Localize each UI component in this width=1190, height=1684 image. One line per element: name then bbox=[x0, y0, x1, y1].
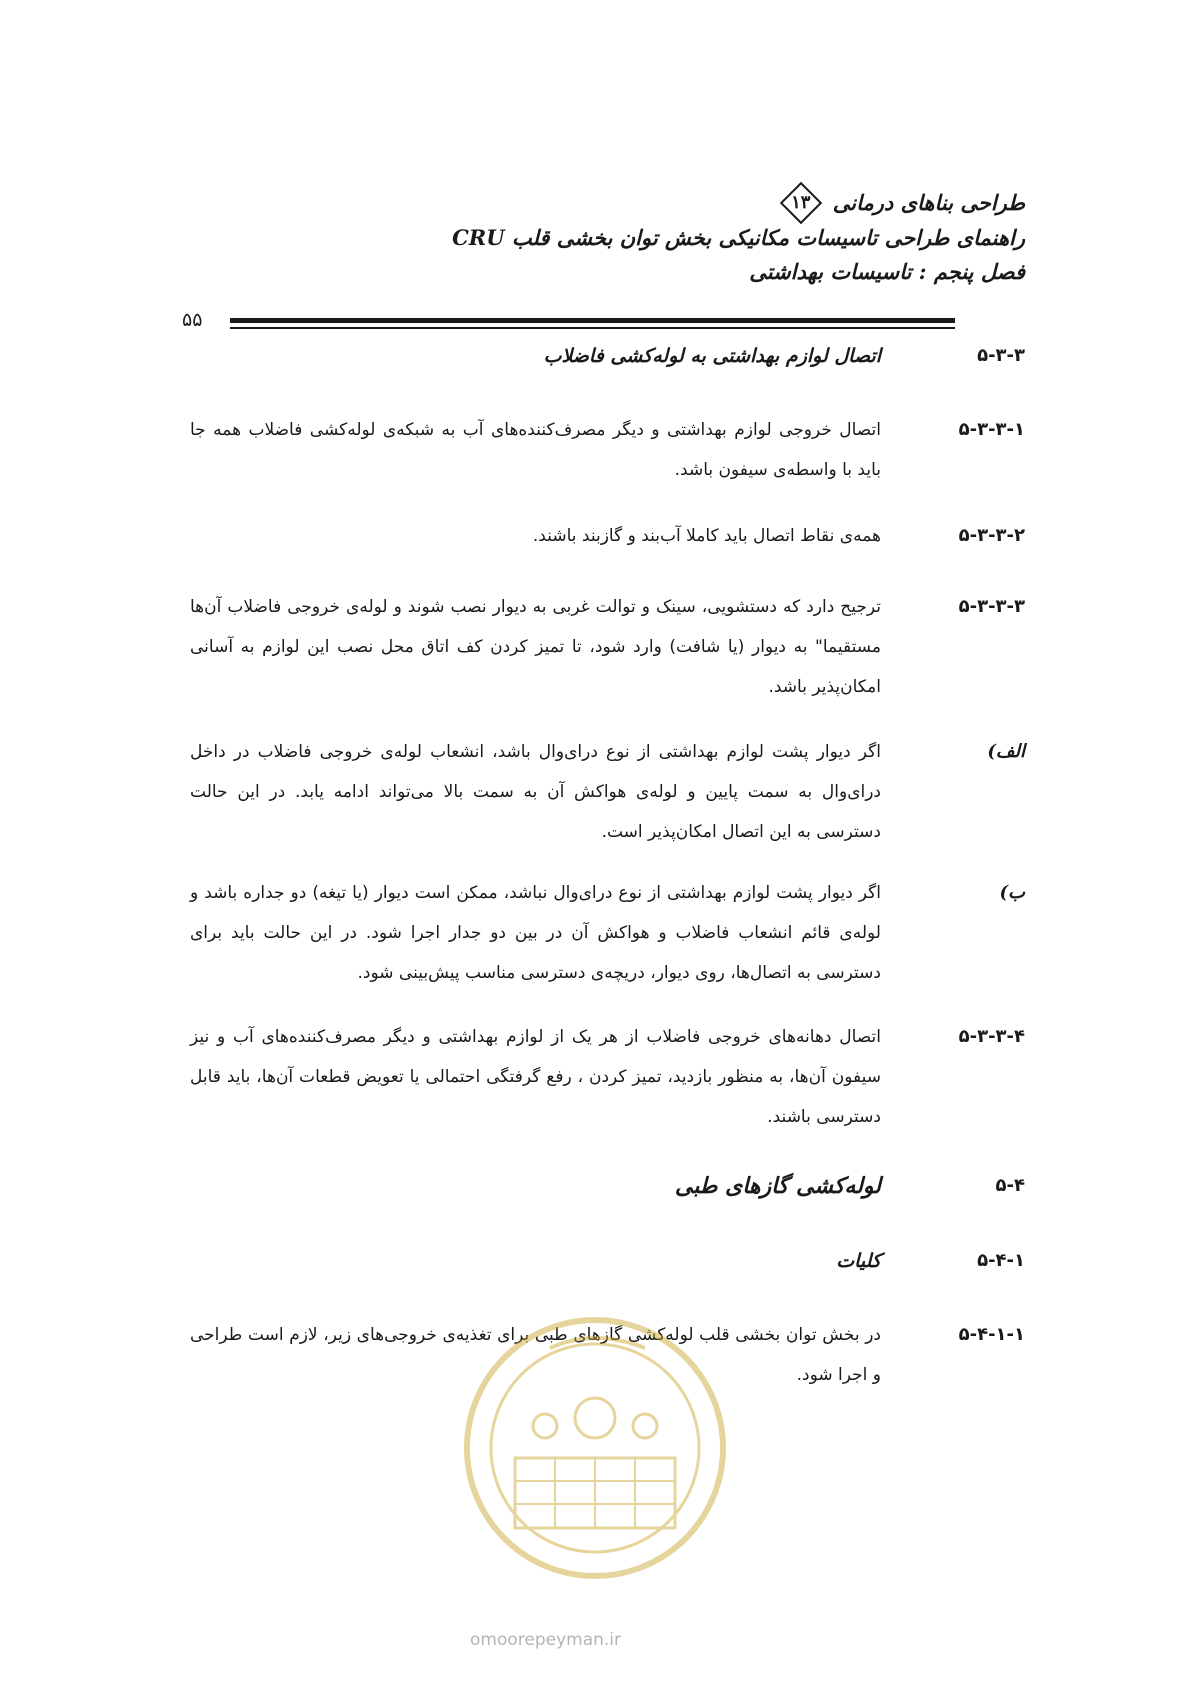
section-title: لوله‌کشی گازهای طبی bbox=[674, 1173, 881, 1199]
subsection-number: ۵-۴-۱ bbox=[977, 1250, 1025, 1271]
sub-clause bbox=[190, 873, 1025, 993]
section-heading bbox=[190, 1166, 1025, 1206]
clause-number: ۵-۳-۳-۴ bbox=[958, 1026, 1025, 1047]
sub-clause-letter: الف) bbox=[987, 741, 1025, 762]
page-number: ۵۵ bbox=[182, 309, 203, 331]
clause-number: ۵-۳-۳-۳ bbox=[958, 596, 1025, 617]
sub-clause-text: اگر دیوار پشت لوازم بهداشتی از نوع درای‌وال نباشد، ممکن است دیوار (یا تیغه) دو جداره باشد و لوله‌ی قائم انشعاب فاضلاب و هواکش آن در بین دو جدار اجرا شود. در این حالت باید برای دسترسی به اتصال‌ها، روی دیوار، دریچه‌ی دسترسی مناسب پیش‌بینی شود. bbox=[190, 883, 881, 983]
header-rule-thin bbox=[230, 327, 955, 329]
book-title-line bbox=[245, 185, 1025, 221]
clause-text: اتصال دهانه‌های خروجی فاضلاب از هر یک از لوازم بهداشتی و دیگر مصرف‌کننده‌های آب و نیز سیفون آن‌ها، به منظور بازدید، تمیز کردن ، رفع گرفتگی احتمالی یا تعویض قطعات آن‌ها، باید قابل دسترسی باشند. bbox=[190, 1027, 881, 1127]
document-header bbox=[245, 185, 1025, 289]
chapter-badge bbox=[783, 185, 819, 221]
clause-number: ۵-۳-۳-۲ bbox=[958, 525, 1025, 546]
sub-clause bbox=[190, 732, 1025, 852]
clause bbox=[190, 410, 1025, 490]
chapter-title: فصل پنجم : تاسیسات بهداشتی bbox=[749, 259, 1025, 284]
clause bbox=[190, 587, 1025, 707]
subsection-heading bbox=[190, 1241, 1025, 1281]
subsection-title: کلیات bbox=[836, 1250, 881, 1272]
watermark-url: omoorepeyman.ir bbox=[470, 1630, 622, 1650]
clause-text: همه‌ی نقاط اتصال باید کاملا آب‌بند و گازبند باشند. bbox=[532, 526, 881, 546]
clause-text: اتصال خروجی لوازم بهداشتی و دیگر مصرف‌کننده‌های آب به شبکه‌ی لوله‌کشی فاضلاب همه جا باید با واسطه‌ی سیفون باشد. bbox=[190, 420, 881, 480]
section-title: اتصال لوازم بهداشتی به لوله‌کشی فاضلاب bbox=[543, 345, 881, 367]
section-number: ۵-۴ bbox=[995, 1175, 1025, 1196]
clause-number: ۵-۴-۱-۱ bbox=[958, 1324, 1025, 1345]
book-title: طراحی بناهای درمانی bbox=[832, 190, 1025, 215]
sub-clause-letter: ب) bbox=[999, 882, 1025, 903]
clause bbox=[190, 1017, 1025, 1137]
sub-clause-text: اگر دیوار پشت لوازم بهداشتی از نوع درای‌وال باشد، انشعاب لوله‌ی خروجی فاضلاب در داخل درای‌وال به سمت پایین و لوله‌ی هواکش آن به سمت بالا می‌تواند ادامه یابد. در این حالت دسترسی به این اتصال امکان‌پذیر است. bbox=[190, 742, 881, 842]
section-number: ۵-۳-۳ bbox=[977, 345, 1025, 366]
watermark-logo bbox=[455, 1308, 735, 1588]
header-rule-thick bbox=[230, 318, 955, 323]
clause-text: در بخش توان بخشی قلب لوله‌کشی گازهای طبی برای تغذیه‌ی خروجی‌های زیر، لازم است طراحی و اجرا شود. bbox=[190, 1325, 881, 1385]
clause-text: ترجیح دارد که دستشویی، سینک و توالت غربی به دیوار نصب شوند و لوله‌ی خروجی فاضلاب آن‌ها مستقیما" به دیوار (یا شافت) وارد شود، تا تمیز کردن کف اتاق محل نصب این لوازم به آسانی امکان‌پذیر باشد. bbox=[190, 597, 881, 697]
clause-number: ۵-۳-۳-۱ bbox=[958, 419, 1025, 440]
guide-title: راهنمای طراحی تاسیسات مکانیکی بخش توان بخشی قلب CRU bbox=[452, 225, 1025, 250]
chapter-badge-number: ۱۳ bbox=[791, 192, 811, 213]
section-heading bbox=[190, 336, 1025, 376]
clause bbox=[190, 516, 1025, 556]
